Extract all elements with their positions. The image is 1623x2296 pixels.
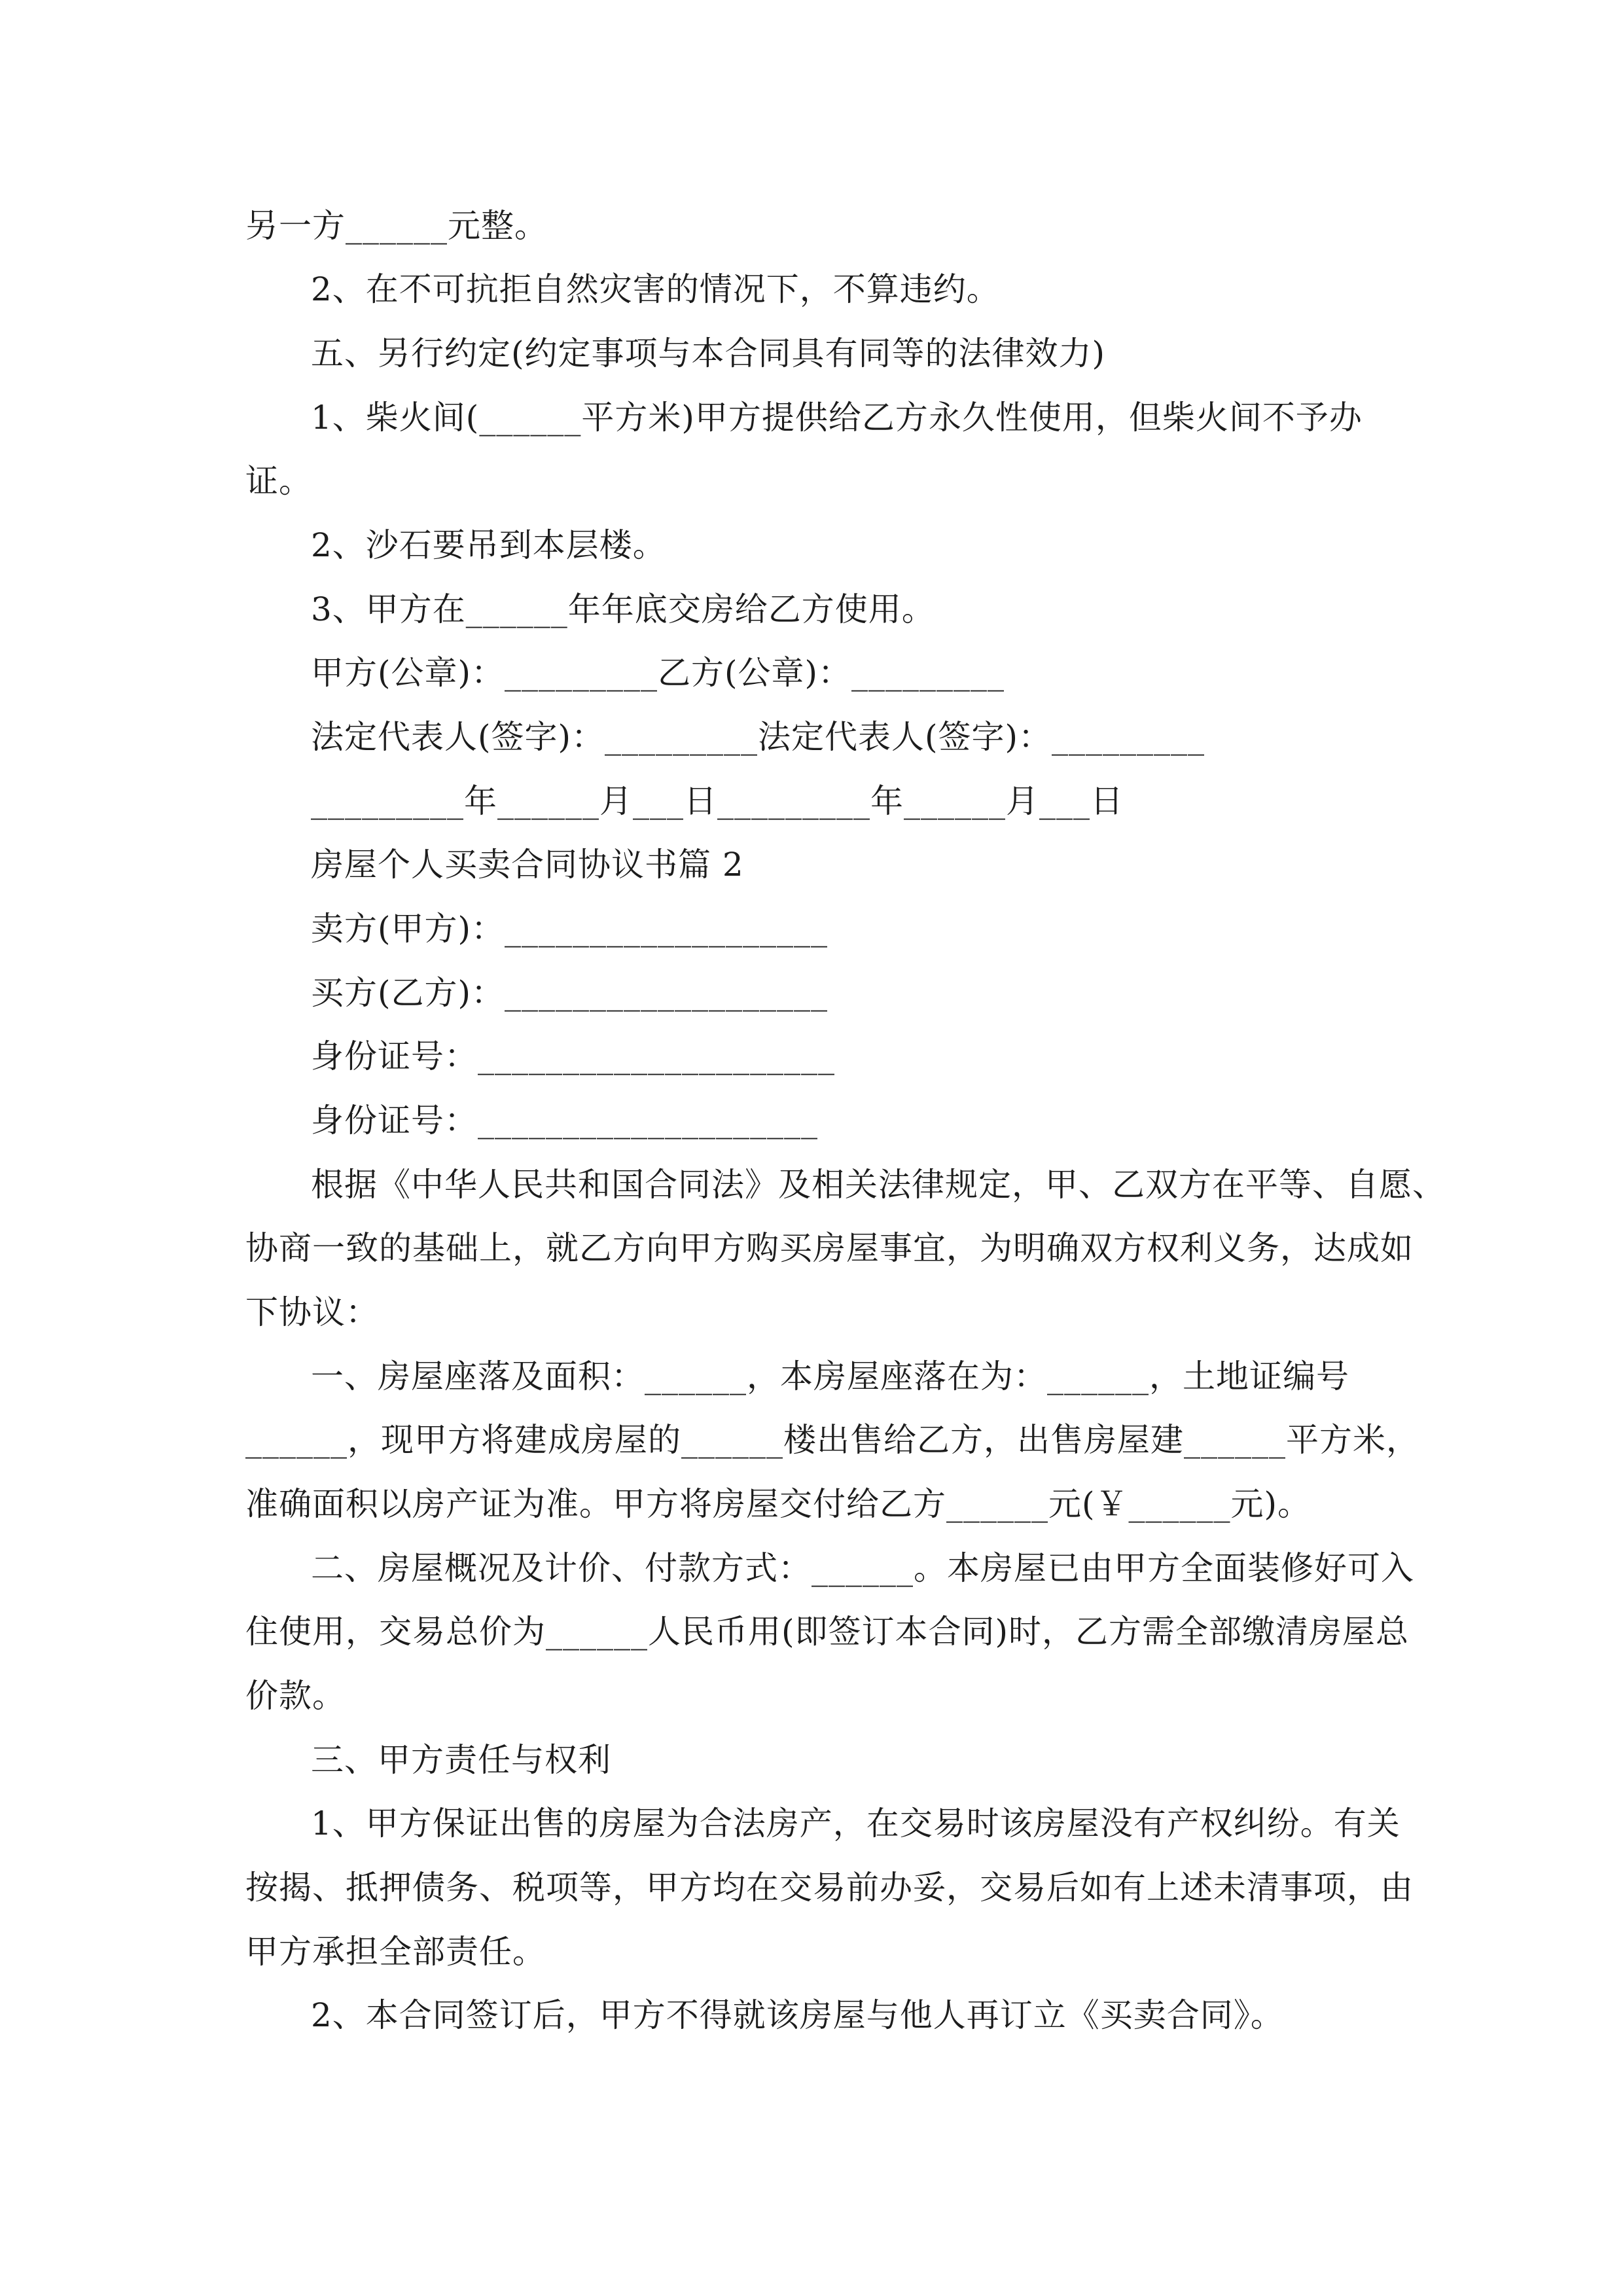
text-line-19: 一、房屋座落及面积：______，本房屋座落在为：______，土地证编号 bbox=[311, 1357, 1349, 1395]
buyer-id-field: 身份证号：____________________ bbox=[311, 1102, 818, 1139]
text-line-29: 2、本合同签订后，甲方不得就该房屋与他人再订立《买卖合同》。 bbox=[311, 1996, 1284, 2034]
text-line-1: 另一方______元整。 bbox=[245, 207, 548, 245]
text-line-7: 3、甲方在______年年底交房给乙方使用。 bbox=[311, 590, 935, 628]
text-line-2: 2、在不可抗拒自然灾害的情况下，不算违约。 bbox=[311, 270, 1000, 308]
signature-representative-line: 法定代表人(签字)：_________法定代表人(签字)：_________ bbox=[311, 718, 1205, 756]
seller-field: 卖方(甲方)：___________________ bbox=[311, 910, 829, 948]
text-line-28: 甲方承担全部责任。 bbox=[245, 1933, 546, 1971]
section-title: 房屋个人买卖合同协议书篇 2 bbox=[311, 846, 744, 884]
text-line-6: 2、沙石要吊到本层楼。 bbox=[311, 526, 666, 564]
text-line-4: 1、柴火间(______平方米)甲方提供给乙方永久性使用，但柴火间不予办 bbox=[311, 399, 1363, 437]
text-line-18: 下协议： bbox=[245, 1293, 379, 1331]
text-line-23: 住使用，交易总价为______人民币用(即签订本合同)时，乙方需全部缴清房屋总 bbox=[245, 1613, 1410, 1651]
text-line-3: 五、另行约定(约定事项与本合同具有同等的法律效力) bbox=[311, 334, 1106, 372]
text-line-24: 价款。 bbox=[245, 1677, 346, 1715]
text-line-21: 准确面积以房产证为准。甲方将房屋交付给乙方______元(￥______元)。 bbox=[245, 1485, 1311, 1523]
text-line-5: 证。 bbox=[245, 462, 312, 500]
text-line-26: 1、甲方保证出售的房屋为合法房产，在交易时该房屋没有产权纠纷。有关 bbox=[311, 1804, 1400, 1842]
signature-party-seal-line: 甲方(公章)：_________乙方(公章)：_________ bbox=[311, 654, 1005, 692]
text-line-27: 按揭、抵押债务、税项等，甲方均在交易前办妥，交易后如有上述未清事项，由 bbox=[245, 1869, 1414, 1907]
text-line-22: 二、房屋概况及计价、付款方式：______。本房屋已由甲方全面装修好可入 bbox=[311, 1549, 1414, 1587]
text-line-17: 协商一致的基础上，就乙方向甲方购买房屋事宜，为明确双方权利义务，达成如 bbox=[245, 1229, 1414, 1267]
seller-id-field: 身份证号：_____________________ bbox=[311, 1037, 835, 1075]
text-line-16: 根据《中华人民共和国合同法》及相关法律规定，甲、乙双方在平等、自愿、 bbox=[311, 1166, 1446, 1204]
clause-heading: 三、甲方责任与权利 bbox=[311, 1741, 611, 1779]
signature-date-line: _________年______月___日_________年______月___日 bbox=[311, 782, 1124, 820]
buyer-field: 买方(乙方)：___________________ bbox=[311, 974, 829, 1012]
text-line-20: ______，现甲方将建成房屋的______楼出售给乙方，出售房屋建______平方米， bbox=[245, 1421, 1419, 1459]
